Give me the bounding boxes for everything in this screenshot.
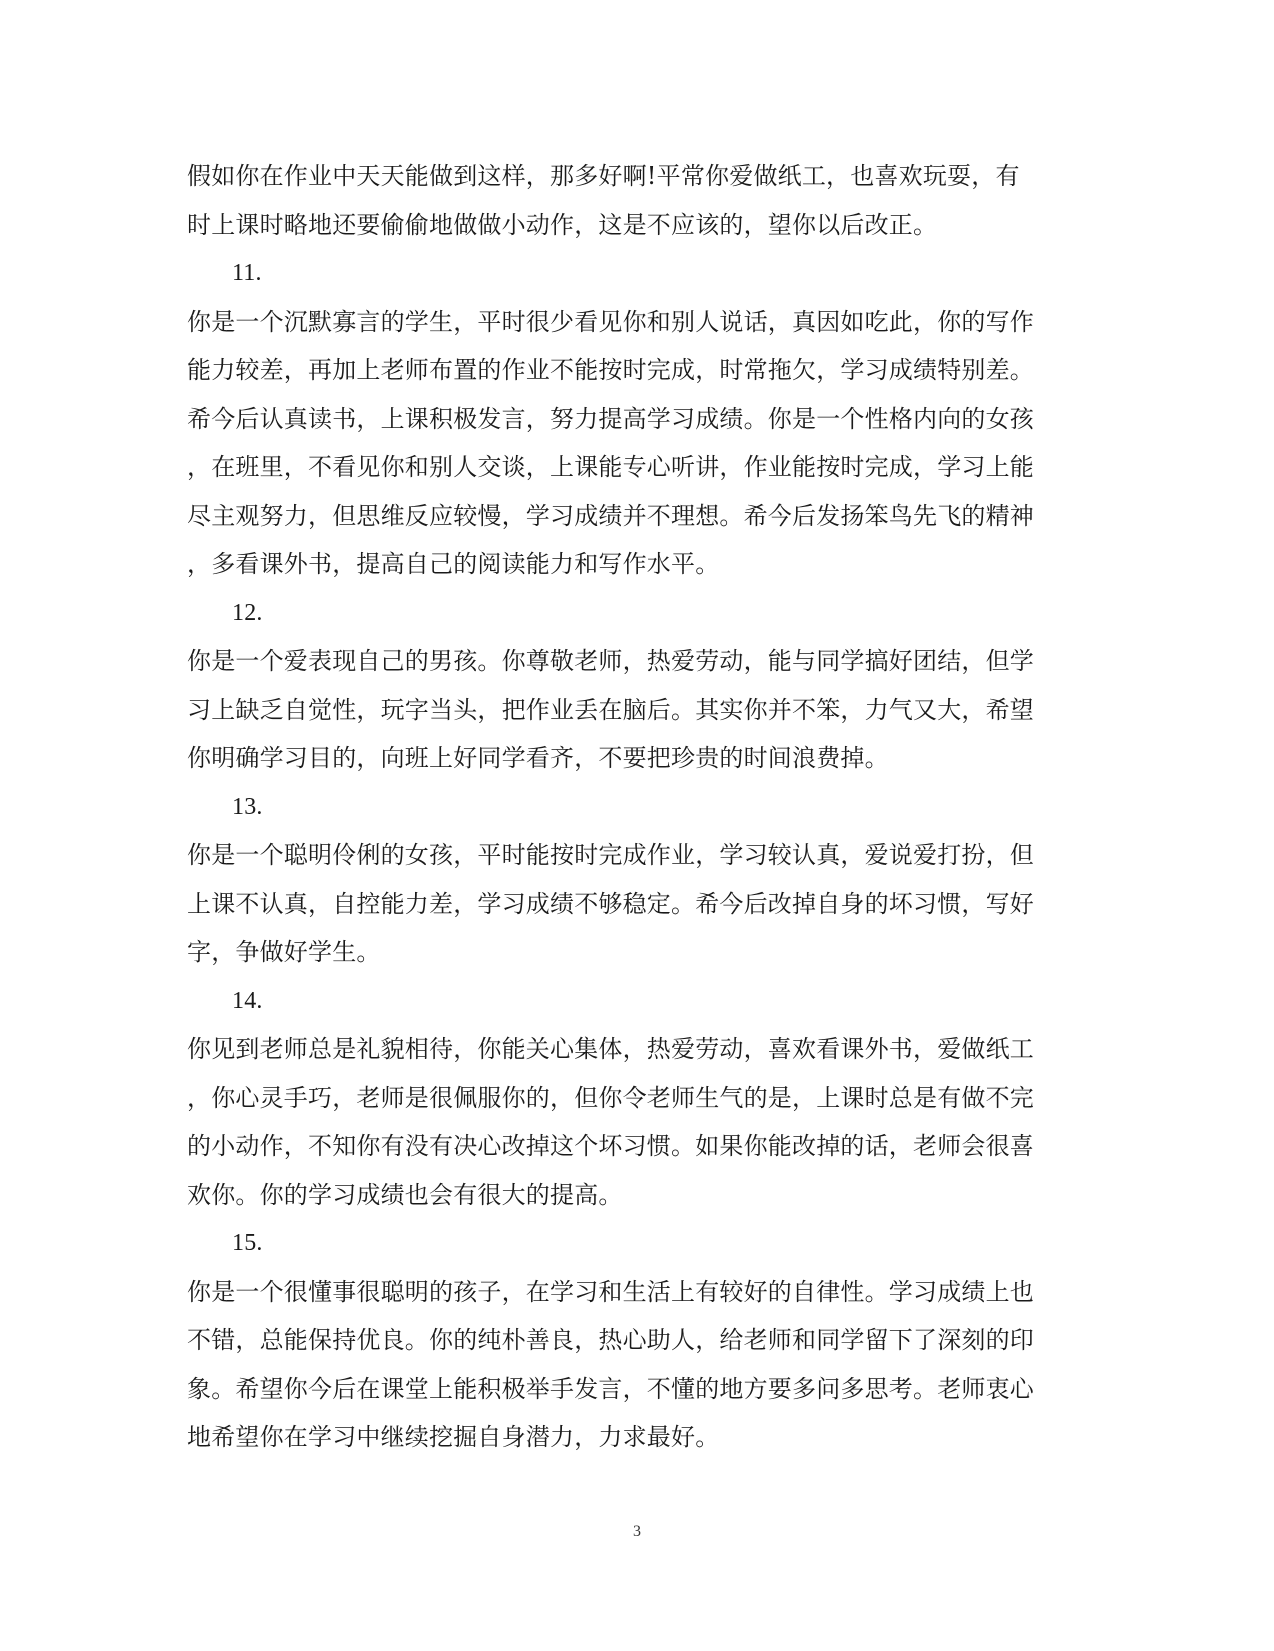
comment-number: 15. xyxy=(232,1230,263,1256)
text-line: 上课不认真，自控能力差，学习成绩不够稳定。希今后改掉自身的坏习惯，写好 xyxy=(187,889,1034,918)
text-line: 假如你在作业中天天能做到这样，那多好啊!平常你爱做纸工，也喜欢玩耍，有 xyxy=(187,162,1020,190)
comment-paragraph xyxy=(187,637,1097,783)
text-line: 欢你。你的学习成绩也会有很大的提高。 xyxy=(187,1180,623,1209)
text-line: 时上课时略地还要偷偷地做做小动作，这是不应该的，望你以后改正。 xyxy=(187,210,938,239)
text-line: 你明确学习目的，向班上好同学看齐，不要把珍贵的时间浪费掉。 xyxy=(187,744,889,772)
text-line: 象。希望你今后在课堂上能积极举手发言，不懂的地方要多问多思考。老师衷心 xyxy=(187,1374,1034,1403)
comment-number: 13. xyxy=(232,793,263,820)
comment-paragraph xyxy=(187,298,1097,589)
page-body xyxy=(187,152,1097,1462)
text-line: ，在班里，不看见你和别人交谈，上课能专心听讲，作业能按时完成，学习上能 xyxy=(187,453,1034,481)
text-line: 你是一个沉默寡言的学生，平时很少看见你和别人说话，真因如吃此，你的写作 xyxy=(187,307,1034,336)
comment-paragraph xyxy=(187,831,1097,977)
text-line: ，多看课外书，提高自己的阅读能力和写作水平。 xyxy=(187,550,720,578)
comment-paragraph xyxy=(187,1025,1097,1219)
text-line: 你见到老师总是礼貌相待，你能关心集体，热爱劳动，喜欢看课外书，爱做纸工 xyxy=(187,1035,1034,1063)
comment-number: 12. xyxy=(232,599,263,626)
comment-number: 11. xyxy=(232,260,262,286)
text-line: 习上缺乏自觉性，玩字当头，把作业丢在脑后。其实你并不笨，力气又大，希望 xyxy=(187,695,1034,724)
text-line: ，你心灵手巧，老师是很佩服你的，但你令老师生气的是，上课时总是有做不完 xyxy=(187,1083,1034,1112)
text-line: 不错，总能保持优良。你的纯朴善良，热心助人，给老师和同学留下了深刻的印 xyxy=(187,1326,1034,1354)
page-number: 3 xyxy=(633,1523,641,1540)
text-line: 字，争做好学生。 xyxy=(187,938,381,966)
text-line: 能力较差，再加上老师布置的作业不能按时完成，时常拖欠，学习成绩特别差。 xyxy=(187,356,1034,384)
text-line: 尽主观努力，但思维反应较慢，学习成绩并不理想。希今后发扬笨鸟先飞的精神 xyxy=(187,501,1034,530)
text-line: 你是一个聪明伶俐的女孩，平时能按时完成作业，学习较认真，爱说爱打扮，但 xyxy=(187,841,1034,869)
text-line: 希今后认真读书，上课积极发言，努力提高学习成绩。你是一个性格内向的女孩 xyxy=(187,404,1034,433)
comment-number: 14. xyxy=(232,987,263,1014)
text-line: 你是一个很懂事很聪明的孩子，在学习和生活上有较好的自律性。学习成绩上也 xyxy=(187,1277,1034,1306)
comment-paragraph xyxy=(187,152,1097,249)
text-line: 地希望你在学习中继续挖掘自身潜力，力求最好。 xyxy=(187,1423,720,1451)
comment-paragraph xyxy=(187,1268,1097,1462)
text-line: 你是一个爱表现自己的男孩。你尊敬老师，热爱劳动，能与同学搞好团结，但学 xyxy=(187,647,1034,675)
text-line: 的小动作，不知你有没有决心改掉这个坏习惯。如果你能改掉的话，老师会很喜 xyxy=(187,1132,1034,1160)
